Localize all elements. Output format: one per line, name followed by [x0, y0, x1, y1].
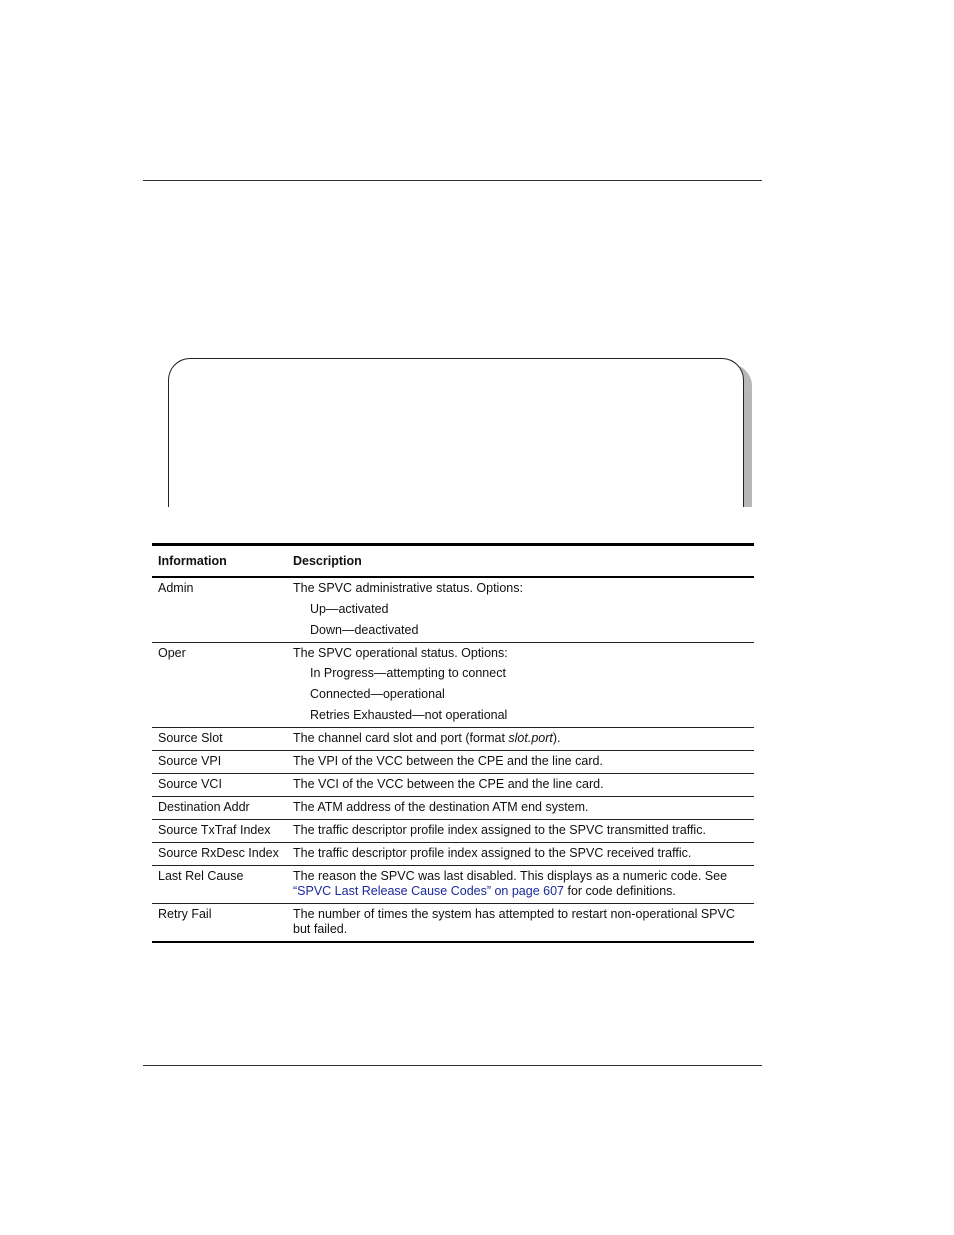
- row-description: The traffic descriptor profile index assigned to the SPVC transmitted traffic.: [293, 823, 706, 837]
- table-row: [152, 797, 754, 820]
- row-info: Retry Fail: [158, 907, 212, 921]
- table-header-row: [152, 545, 754, 578]
- option-item: In Progress—attempting to connect: [310, 666, 506, 680]
- row-description: The ATM address of the destination ATM end system.: [293, 800, 589, 814]
- table-row: [152, 904, 754, 943]
- option-item: Connected—operational: [310, 687, 445, 701]
- column-header-information: Information: [158, 553, 227, 568]
- spvc-info-table: [152, 543, 754, 943]
- description-text: The SPVC administrative status. Options:: [293, 581, 523, 595]
- table-row: [152, 751, 754, 774]
- option-item: Retries Exhausted—not operational: [310, 708, 508, 722]
- table-row: [152, 643, 754, 728]
- format-term: slot.port: [508, 731, 553, 745]
- cause-codes-link[interactable]: “SPVC Last Release Cause Codes” on page 607: [293, 884, 564, 898]
- row-description: [287, 728, 754, 751]
- column-header-description: Description: [293, 553, 362, 568]
- table-row: [152, 577, 754, 643]
- row-description: [287, 577, 754, 643]
- row-description: The VPI of the VCC between the CPE and the line card.: [293, 754, 603, 768]
- option-item: Down—deactivated: [310, 623, 419, 637]
- row-info: Admin: [158, 581, 194, 595]
- row-description: The traffic descriptor profile index assigned to the SPVC received traffic.: [293, 846, 692, 860]
- row-info: Oper: [158, 646, 186, 660]
- row-info: Source Slot: [158, 731, 223, 745]
- row-description: The number of times the system has attempted to restart non-operational SPVC but failed.: [293, 907, 735, 936]
- row-description: The VCI of the VCC between the CPE and the line card.: [293, 777, 604, 791]
- description-text: The SPVC operational status. Options:: [293, 646, 508, 660]
- row-info: Source RxDesc Index: [158, 846, 279, 860]
- row-info: Source VCI: [158, 777, 222, 791]
- footer-rule: [143, 1065, 762, 1066]
- table-row: [152, 866, 754, 904]
- description-text: The reason the SPVC was last disabled. This displays as a numeric code. See: [293, 869, 728, 883]
- row-info: Source VPI: [158, 754, 222, 768]
- description-text: The channel card slot and port (format: [293, 731, 509, 745]
- description-text: ).: [552, 731, 561, 745]
- row-description: [287, 643, 754, 728]
- header-rule: [143, 180, 762, 181]
- row-info: Destination Addr: [158, 800, 250, 814]
- option-item: Up—activated: [310, 602, 389, 616]
- table-row: [152, 820, 754, 843]
- row-info: Source TxTraf Index: [158, 823, 271, 837]
- table-row: [152, 728, 754, 751]
- table-row: [152, 774, 754, 797]
- screen-output-frame: [168, 358, 744, 507]
- row-info: Last Rel Cause: [158, 869, 244, 883]
- description-text: for code definitions.: [564, 884, 676, 898]
- row-description: [287, 866, 754, 904]
- table-row: [152, 843, 754, 866]
